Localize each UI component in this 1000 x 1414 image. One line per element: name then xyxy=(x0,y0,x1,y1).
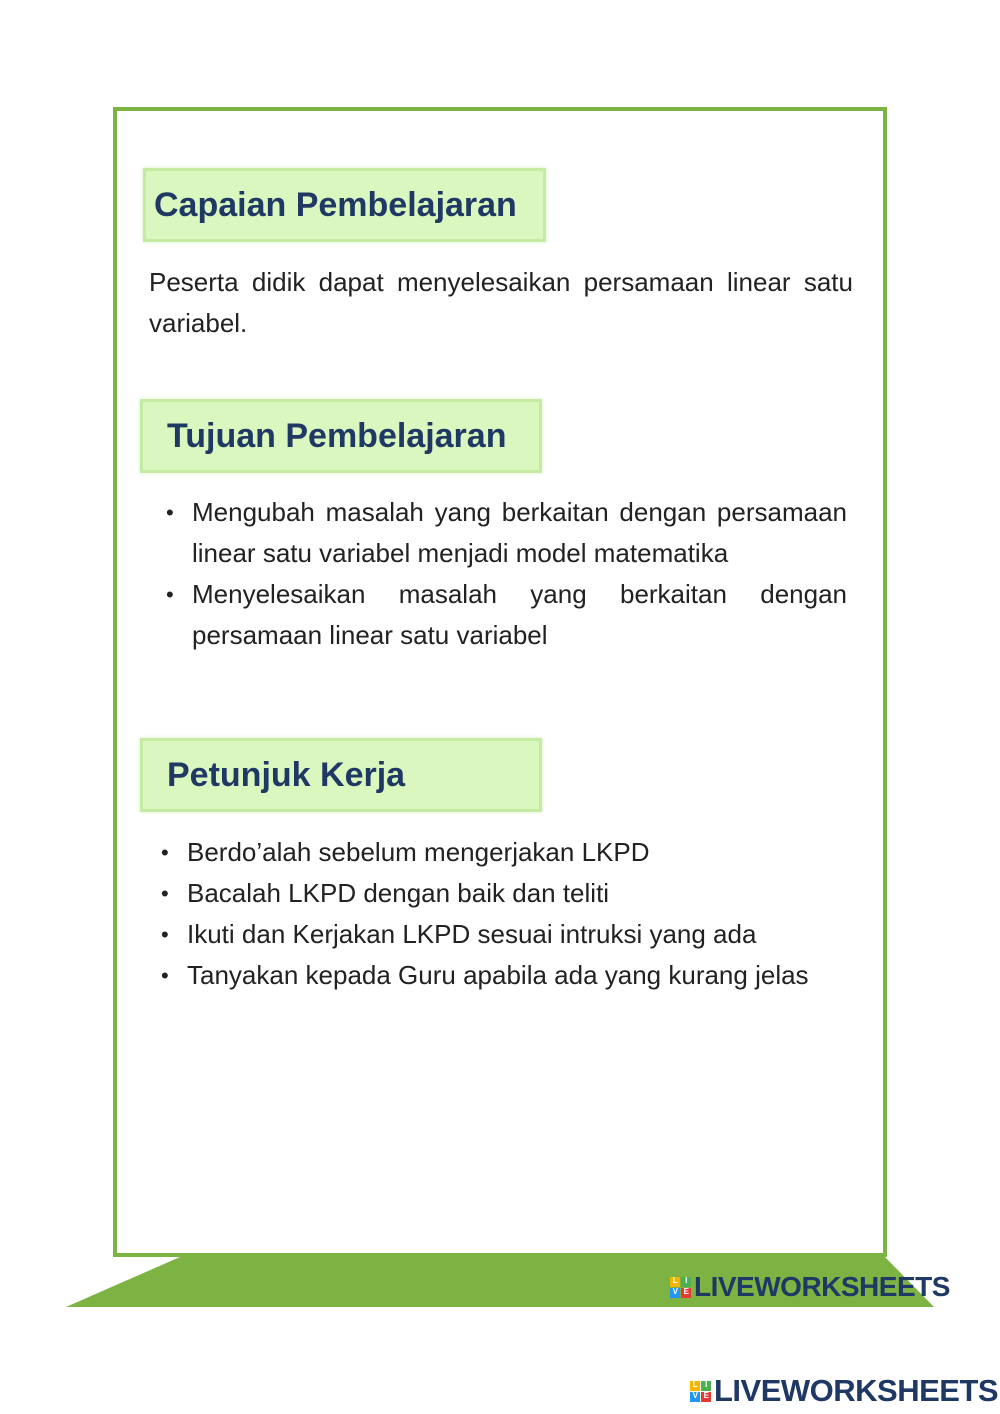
liveworksheets-mark-icon: L I V E xyxy=(690,1381,711,1402)
liveworksheets-mark-icon: L I V E xyxy=(670,1277,691,1298)
list-item: • Mengubah masalah yang berkaitan dengan persamaan linear satu variabel menjadi model matematika xyxy=(192,492,847,574)
list-item: • Tanyakan kepada Guru apabila ada yang kurang jelas xyxy=(187,955,847,996)
petunjuk-list xyxy=(187,832,847,996)
list-item: • Bacalah LKPD dengan baik dan teliti xyxy=(187,873,847,914)
list-item: • Menyelesaikan masalah yang berkaitan dengan persamaan linear satu variabel xyxy=(192,574,847,656)
list-item: • Ikuti dan Kerjakan LKPD sesuai intruksi yang ada xyxy=(187,914,847,955)
tujuan-list xyxy=(192,492,847,656)
heading-capaian-pembelajaran: Capaian Pembelajaran xyxy=(143,168,546,242)
liveworksheets-logo-inner xyxy=(670,1271,950,1303)
capaian-text: Peserta didik dapat menyelesaikan persamaan linear satu variabel. xyxy=(149,267,853,338)
heading-petunjuk-kerja: Petunjuk Kerja xyxy=(140,738,542,812)
liveworksheets-logo-footer[interactable] xyxy=(690,1373,998,1409)
list-item: • Berdo’alah sebelum mengerjakan LKPD xyxy=(187,832,847,873)
logo-text: LIVEWORKSHEETS xyxy=(714,1373,999,1408)
heading-tujuan-pembelajaran: Tujuan Pembelajaran xyxy=(140,399,542,473)
logo-text: LIVEWORKSHEETS xyxy=(694,1271,950,1302)
